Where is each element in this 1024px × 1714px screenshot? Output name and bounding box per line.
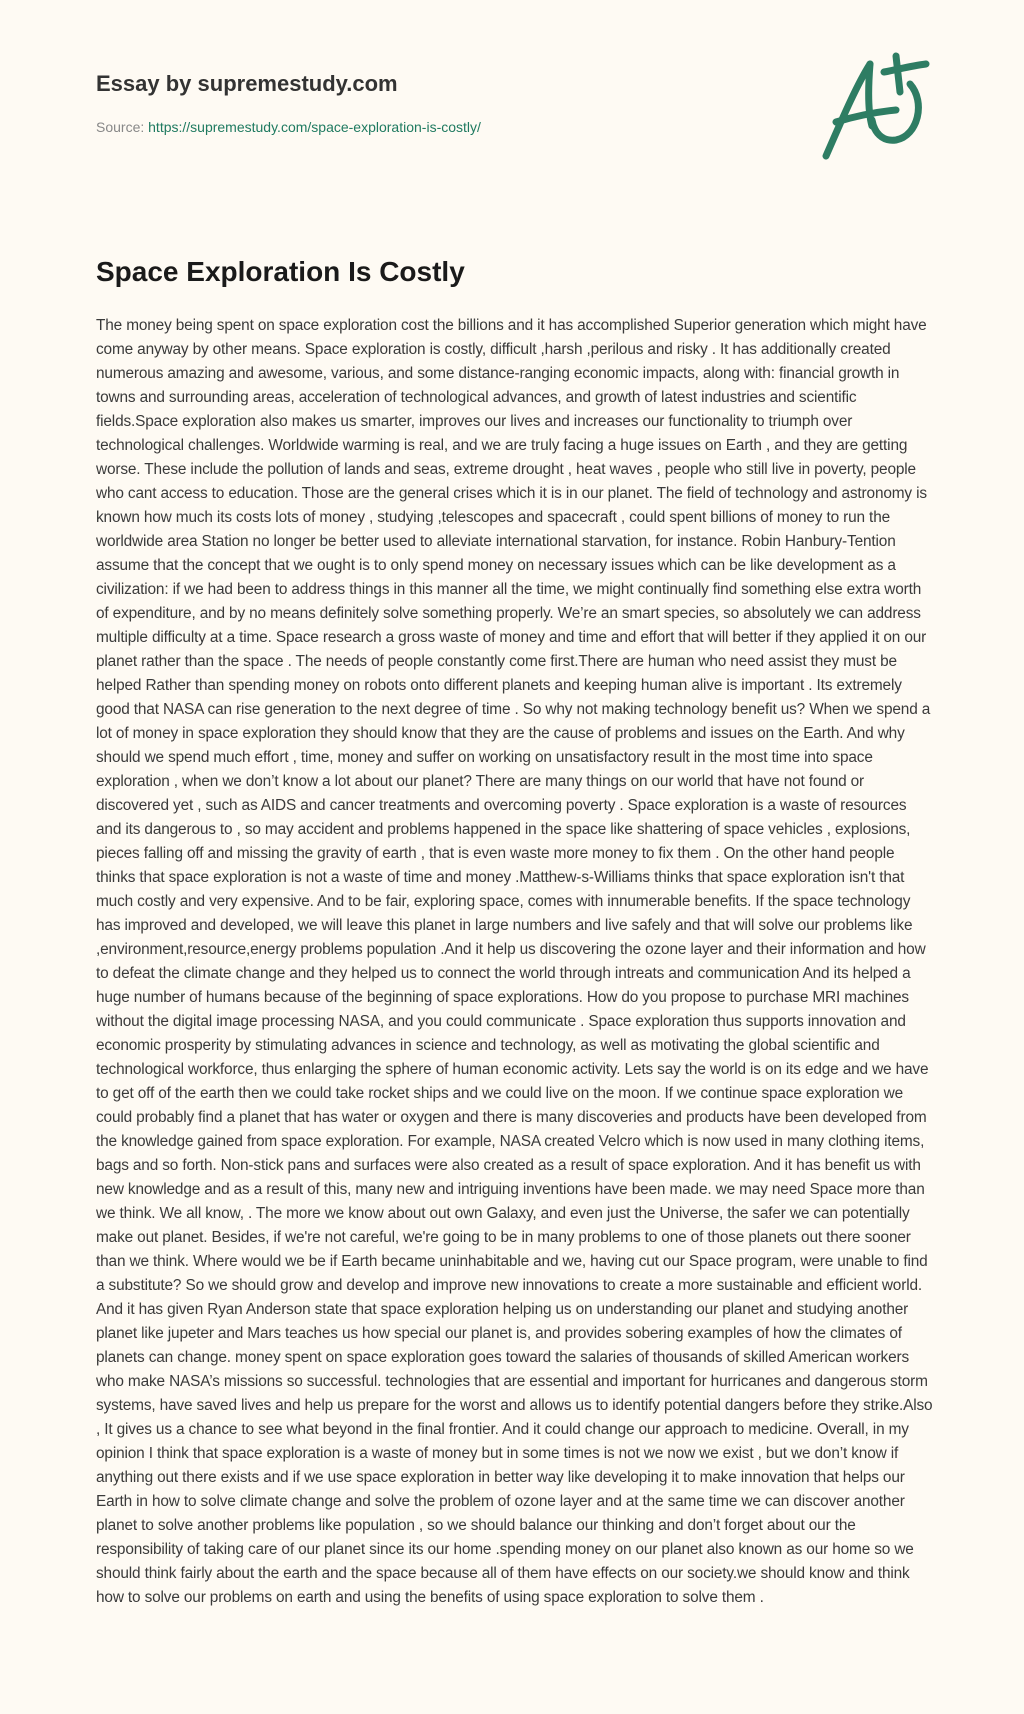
source-line <box>96 118 856 136</box>
essay-body: The money being spent on space exploration cost the billions and it has accomplished Superior generation which might have come anyway by other means. Space exploration is costly, difficult ,harsh ,perilous and risky . It has additionally created numerous amazing and awesome, various, and some distance-ranging economic impacts, along with: financial growth in towns and surrounding areas, acceleration of technological advances, and growth of latest industries and scientific fields.Space exploration also makes us smarter, improves our lives and increases our functionality to triumph over technological challenges. Worldwide warming is real, and we are truly facing a huge issues on Earth , and they are getting worse. These include the pollution of lands and seas, extreme drought , heat waves , people who still live in poverty, people who cant access to education. Those are the general crises which it is in our planet. The field of technology and astronomy is known how much its costs lots of money , studying ,telescopes and spacecraft , could spent billions of money to run the worldwide area Station no longer be better used to alleviate international starvation, for instance. Robin Hanbury-Tention assume that the concept that we ought is to only spend money on necessary issues which can be like development as a civilization: if we had been to address things in this manner all the time, we might continually find something else extra worth of expenditure, and by no means definitely solve something properly. We’re an smart species, so absolutely we can address multiple difficulty at a time. Space research a gross waste of money and time and effort that will better if they applied it on our planet rather than the space . The needs of people constantly come first.There are human who need assist they must be helped Rather than spending money on robots onto different planets and keeping human alive is important . Its extremely good that NASA can rise generation to the next degree of time . So why not making technology benefit us? When we spend a lot of money in space exploration they should know that they are the cause of problems and issues on the Earth. And why should we spend much effort , time, money and suffer on working on unsatisfactory result in the most time into space exploration , when we don’t know a lot about our planet? There are many things on our world that have not found or discovered yet , such as AIDS and cancer treatments and overcoming poverty . Space exploration is a waste of resources and its dangerous to , so may accident and problems happened in the space like shattering of space vehicles , explosions, pieces falling off and missing the gravity of earth , that is even waste more money to fix them . On the other hand people thinks that space exploration is not a waste of time and money .Matthew-s-Williams thinks that space exploration isn't that much costly and very expensive. And to be fair, exploring space, comes with innumerable benefits. If the space technology has improved and developed, we will leave this planet in large numbers and live safely and that will solve our problems like ,environment,resource,energy problems population .And it help us discovering the ozone layer and their information and how to defeat the climate change and they helped us to connect the world through intreats and communication And its helped a huge number of humans because of the beginning of space explorations. How do you propose to purchase MRI machines without the digital image processing NASA, and you could communicate . Space exploration thus supports innovation and economic prosperity by stimulating advances in science and technology, as well as motivating the global scientific and technological workforce, thus enlarging the sphere of human economic activity. Lets say the world is on its edge and we have to get off of the earth then we could take rocket ships and we could live on the moon. If we continue space exploration we could probably find a planet that has water or oxygen and there is many discoveries and products have been developed from the knowledge gained from space exploration. For example, NASA created Velcro which is now used in many clothing items, bags and so forth. Non-stick pans and surfaces were also created as a result of space exploration. And it has benefit us with new knowledge and as a result of this, many new and intriguing inventions have been made. we may need Space more than we think. We all know, . The more we know about out own Galaxy, and even just the Universe, the safer we can potentially make out planet. Besides, if we're not careful, we're going to be in many problems to one of those planets out there sooner than we think. Where would we be if Earth became uninhabitable and we, having cut our Space program, were unable to find a substitute? So we should grow and develop and improve new innovations to create a more sustainable and efficient world. And it has given Ryan Anderson state that space exploration helping us on understanding our planet and studying another planet like jupeter and Mars teaches us how special our planet is, and provides sobering examples of how the climates of planets can change. money spent on space exploration goes toward the salaries of thousands of skilled American workers who make NASA’s missions so successful. technologies that are essential and important for hurricanes and dangerous storm systems, have saved lives and help us prepare for the worst and allows us to identify potential dangers before they strike.Also , It gives us a chance to see what beyond in the final frontier. And it could change our approach to medicine. Overall, in my opinion I think that space exploration is a waste of money but in some times is not we now we exist , but we don’t know if anything out there exists and if we use space exploration in better way like developing it to make innovation that helps our Earth in how to solve climate change and solve the problem of ozone layer and at the same time we can discover another planet to solve another problems like population , so we should balance our thinking and don’t forget about our the responsibility of taking care of our planet since its our home .spending money on our planet also known as our home so we should think fairly about the earth and the space because all of them have effects on our society.we should know and think how to solve our problems on earth and using the benefits of using space exploration to solve them . <box>96 317 933 1606</box>
source-label: Source: <box>96 119 145 135</box>
site-title: Essay by supremestudy.com <box>96 71 398 96</box>
page-header <box>96 70 856 136</box>
a-plus-grade-icon <box>818 44 930 164</box>
essay-title: Space Exploration Is Costly <box>96 256 465 287</box>
source-link[interactable]: https://supremestudy.com/space-exploration-is-costly/ <box>148 119 481 135</box>
